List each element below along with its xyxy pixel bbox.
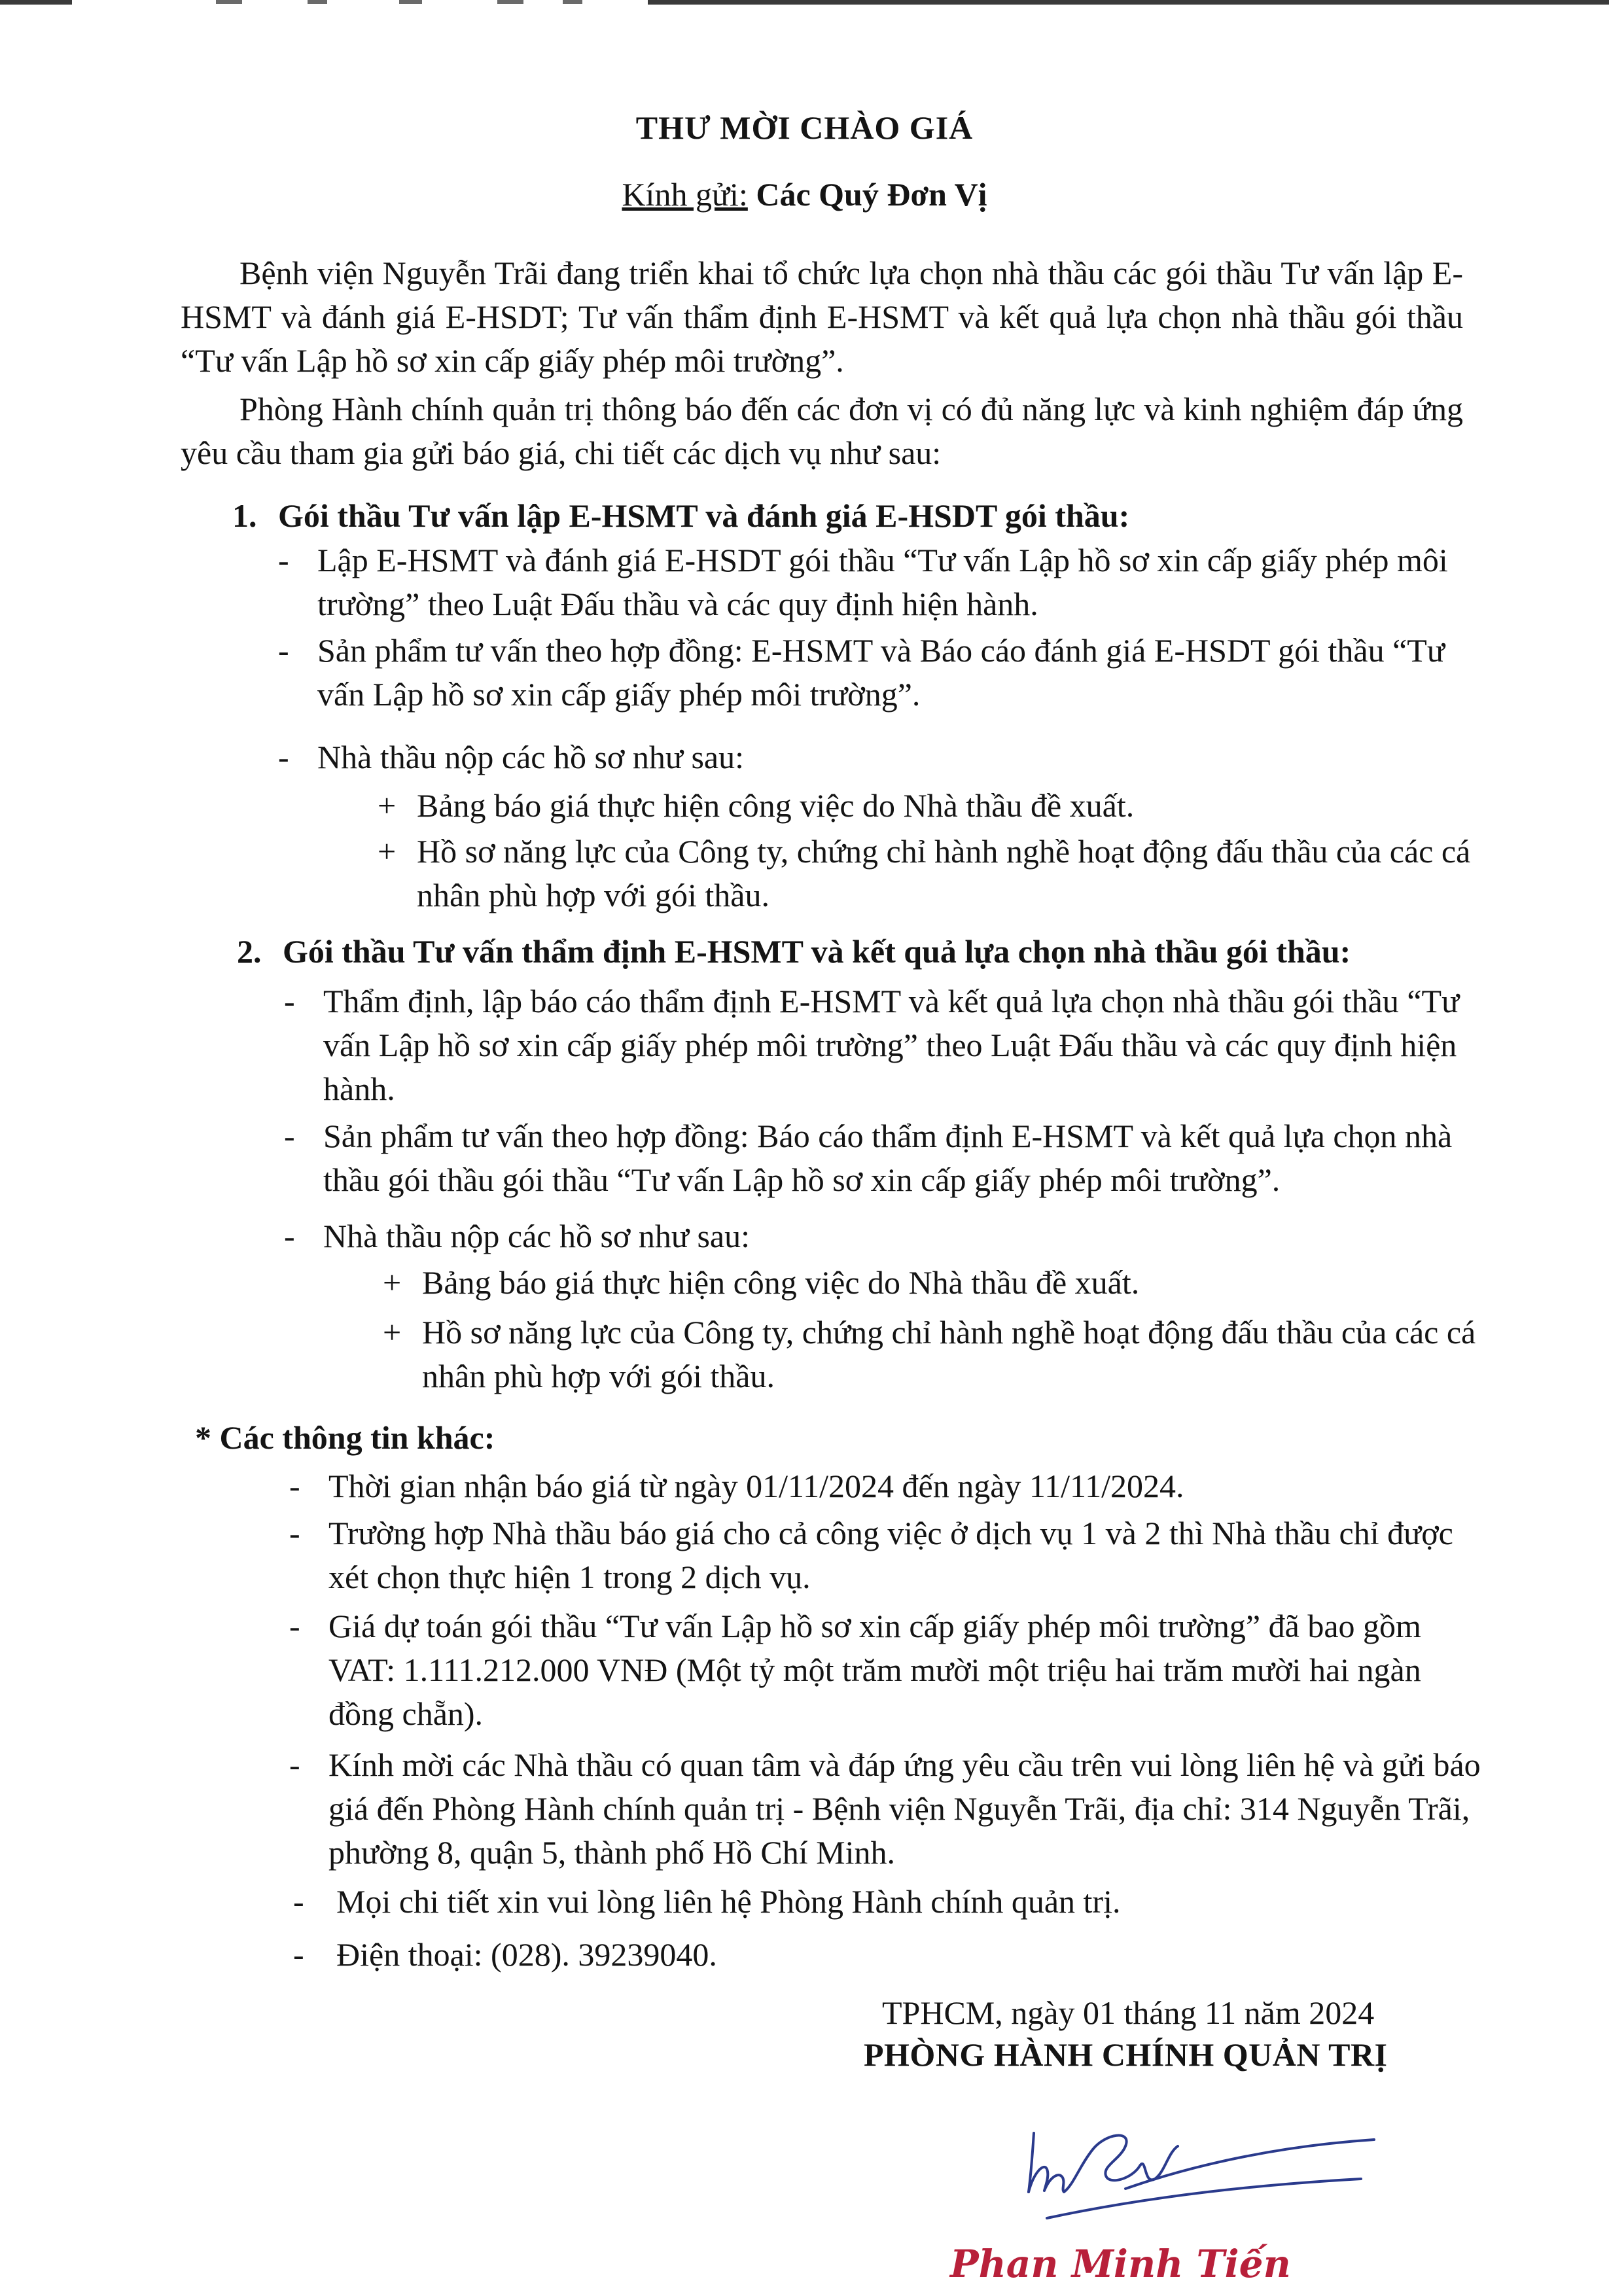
sub-list-item — [383, 1261, 1482, 1305]
sub-list-item-text: Hồ sơ năng lực của Công ty, chứng chỉ hành nghề hoạt động đấu thầu của các cá nhân phù hợp với gói thầu. — [417, 833, 1471, 913]
sub-list-item-text: Hồ sơ năng lực của Công ty, chứng chỉ hành nghề hoạt động đấu thầu của các cá nhân phù hợp với gói thầu. — [422, 1314, 1476, 1394]
recipient-value: Các Quý Đơn Vị — [756, 176, 987, 213]
dash-marker: - — [289, 1515, 300, 1551]
dash-marker: - — [289, 1746, 300, 1783]
sub-list-item — [378, 830, 1477, 917]
handwritten-signature — [968, 2087, 1387, 2238]
dash-marker: - — [289, 1468, 300, 1504]
sub-list-item — [378, 784, 1477, 828]
recipient-label: Kính gửi: — [622, 176, 748, 213]
list-item-text: Lập E-HSMT và đánh giá E-HSDT gói thầu “Tư vấn Lập hồ sơ xin cấp giấy phép môi trường” theo Luật Đấu thầu và các quy định hiện hành. — [317, 542, 1448, 622]
list-item-text: Sản phẩm tư vấn theo hợp đồng: E-HSMT và Báo cáo đánh giá E-HSDT gói thầu “Tư vấn Lập hồ sơ xin cấp giấy phép môi trường”. — [317, 632, 1445, 713]
section-title: Gói thầu Tư vấn lập E-HSMT và đánh giá E-HSDT gói thầu: — [278, 497, 1130, 534]
signer-name-stamp — [947, 2238, 1314, 2290]
dash-marker: - — [278, 542, 289, 578]
dash-marker: - — [284, 1218, 295, 1254]
recipient-line — [0, 175, 1609, 213]
list-item-text: Điện thoại: (028). 39239040. — [336, 1936, 717, 1973]
other-info-heading: * Các thông tin khác: — [195, 1419, 495, 1456]
list-item — [289, 1511, 1487, 1599]
section-2-heading — [237, 932, 1351, 970]
signer-name: Phan Minh Tiến — [950, 2242, 1291, 2286]
scan-edge-marks — [0, 0, 1609, 9]
list-item — [284, 1214, 1481, 1258]
list-item — [284, 1114, 1481, 1202]
notice-paragraph: Phòng Hành chính quản trị thông báo đến các đơn vị có đủ năng lực và kinh nghiệm đáp ứng yêu cầu tham gia gửi báo giá, chi tiết các dịch vụ như sau: — [181, 391, 1463, 471]
dash-marker: - — [293, 1936, 304, 1973]
intro-paragraph: Bệnh viện Nguyễn Trãi đang triển khai tổ chức lựa chọn nhà thầu các gói thầu Tư vấn lập E-HSMT và đánh giá E-HSDT; Tư vấn thẩm định E-HSMT và kết quả lựa chọn nhà thầu gói thầu “Tư vấn Lập hồ sơ xin cấp giấy phép môi trường”. — [181, 255, 1463, 379]
letter-title: THƯ MỜI CHÀO GIÁ — [635, 109, 974, 146]
department-name: PHÒNG HÀNH CHÍNH QUẢN TRỊ — [864, 2036, 1388, 2073]
list-item — [284, 980, 1481, 1111]
section-title: Gói thầu Tư vấn thẩm định E-HSMT và kết quả lựa chọn nhà thầu gói thầu: — [283, 933, 1351, 970]
list-item — [289, 1743, 1487, 1875]
list-item — [293, 1880, 1488, 1924]
list-item-text: Thời gian nhận báo giá từ ngày 01/11/2024 đến ngày 11/11/2024. — [328, 1468, 1184, 1504]
sub-list-item-text: Bảng báo giá thực hiện công việc do Nhà thầu đề xuất. — [417, 787, 1135, 824]
list-item-text: Mọi chi tiết xin vui lòng liên hệ Phòng Hành chính quản trị. — [336, 1883, 1121, 1920]
dash-marker: - — [284, 1118, 295, 1154]
dash-marker: - — [289, 1608, 300, 1644]
list-item-text: Kính mời các Nhà thầu có quan tâm và đáp ứng yêu cầu trên vui lòng liên hệ và gửi báo giá đến Phòng Hành chính quản trị - Bệnh viện Nguyễn Trãi, địa chỉ: 314 Nguyễn Trãi, phường 8, quận 5, thành phố Hồ Chí Minh. — [328, 1746, 1481, 1871]
list-item — [278, 539, 1482, 626]
sub-list-item — [383, 1311, 1482, 1398]
section-number: 2. — [237, 933, 262, 970]
list-item — [278, 735, 1482, 779]
section-1-heading — [232, 497, 1129, 535]
dash-marker: - — [278, 632, 289, 669]
section-number: 1. — [232, 497, 257, 534]
date-line: TPHCM, ngày 01 tháng 11 năm 2024 — [882, 1994, 1375, 2031]
dash-marker: - — [284, 983, 295, 1019]
list-item — [278, 629, 1482, 716]
list-item-text: Nhà thầu nộp các hồ sơ như sau: — [323, 1218, 751, 1254]
list-item — [289, 1464, 1487, 1508]
plus-marker: + — [378, 833, 397, 870]
plus-marker: + — [378, 787, 397, 824]
list-item — [293, 1933, 1488, 1977]
list-item-text: Sản phẩm tư vấn theo hợp đồng: Báo cáo thẩm định E-HSMT và kết quả lựa chọn nhà thầu gói thầu gói thầu “Tư vấn Lập hồ sơ xin cấp giấy phép môi trường”. — [323, 1118, 1453, 1198]
dash-marker: - — [278, 739, 289, 775]
list-item-text: Giá dự toán gói thầu “Tư vấn Lập hồ sơ xin cấp giấy phép môi trường” đã bao gồm VAT: 1.111.212.000 VNĐ (Một tỷ một trăm mười một triệu hai trăm mười hai ngàn đồng chẵn). — [328, 1608, 1421, 1732]
dash-marker: - — [293, 1883, 304, 1920]
sub-list-item-text: Bảng báo giá thực hiện công việc do Nhà thầu đề xuất. — [422, 1264, 1140, 1301]
plus-marker: + — [383, 1314, 402, 1351]
list-item — [289, 1604, 1487, 1736]
list-item-text: Trường hợp Nhà thầu báo giá cho cả công việc ở dịch vụ 1 và 2 thì Nhà thầu chỉ được xét chọn thực hiện 1 trong 2 dịch vụ. — [328, 1515, 1453, 1595]
list-item-text: Thẩm định, lập báo cáo thẩm định E-HSMT và kết quả lựa chọn nhà thầu gói thầu “Tư vấn Lập hồ sơ xin cấp giấy phép môi trường” theo Luật Đấu thầu và các quy định hiện hành. — [323, 983, 1460, 1107]
list-item-text: Nhà thầu nộp các hồ sơ như sau: — [317, 739, 745, 775]
plus-marker: + — [383, 1264, 402, 1301]
